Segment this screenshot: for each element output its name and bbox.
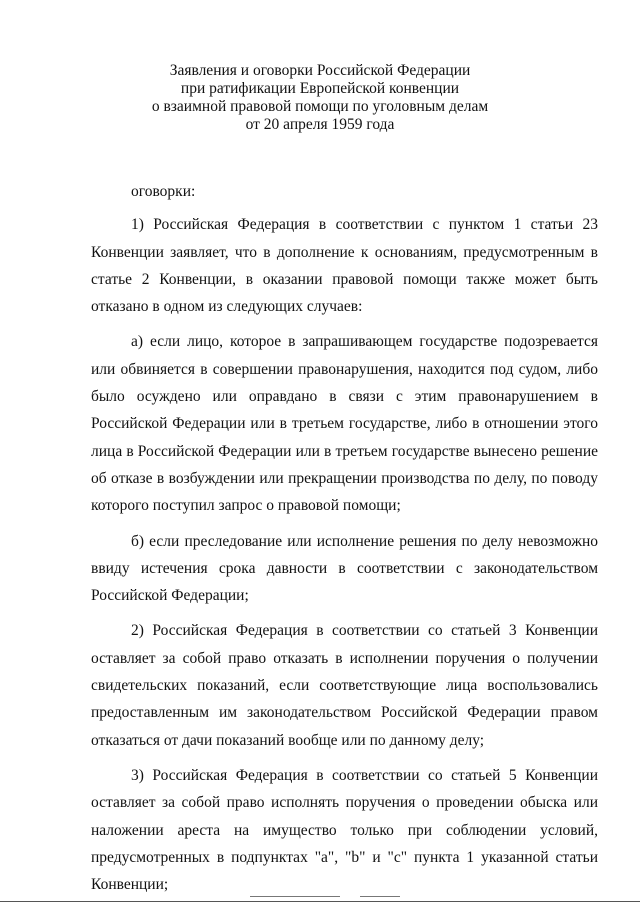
title-line-4: от 20 апреля 1959 года (245, 116, 395, 133)
paragraph-reservation-1: 1) Российская Федерация в соответствии с пунктом 1 статьи 23 Конвенции заявляет, что в дополнение к основаниям, предусмотренным в статье 2 Конвенции, в оказании правовой помощи также может быть отказано в одном из следующих случаев: (91, 216, 598, 316)
scan-artifact (360, 896, 400, 897)
document-body (91, 178, 598, 906)
document-title (0, 62, 640, 134)
paragraph-reservation-3: 3) Российская Федерация в соответствии со статьей 5 Конвенции оставляет за собой право исполнять поручения о проведении обыска или наложении ареста на имущество только при соблюдении условий, предусмотренных в подпунктах "а", "b" и "c" пункта 1 указанной статьи Конвенции; (91, 766, 598, 894)
page-bottom-edge (0, 901, 640, 902)
paragraph-subitem-a: а) если лицо, которое в запрашивающем государстве подозревается или обвиняется в совершении правонарушения, находится под судом, либо было осуждено или оправдано в связи с этим правонарушением в Российской Федерации или в третьем государстве, либо в отношении этого лица в Российской Федерации или в третьем государстве вынесено решение об отказе в возбуждении или прекращении производства по делу, по поводу которого поступил запрос о правовой помощи; (91, 333, 598, 515)
paragraph-reservation-2: 2) Российская Федерация в соответствии со статьей 3 Конвенции оставляет за собой право отказать в исполнении поручения о получении свидетельских показаний, если соответствующие лица воспользовались предоставленным им законодательством Российской Федерации правом отказаться от дачи показаний вообще или по данному делу; (91, 622, 598, 749)
title-line-3: о взаимной правовой помощи по уголовным делам (151, 98, 489, 115)
intro-heading: оговорки: (131, 183, 196, 200)
paragraph-subitem-b: б) если преследование или исполнение решения по делу невозможно ввиду истечения срока давности в соответствии с законодательством Российской Федерации; (91, 532, 598, 605)
title-line-1: Заявления и оговорки Российской Федерации (169, 62, 471, 79)
scan-artifact (250, 896, 340, 897)
title-line-2: при ратификации Европейской конвенции (180, 80, 460, 97)
